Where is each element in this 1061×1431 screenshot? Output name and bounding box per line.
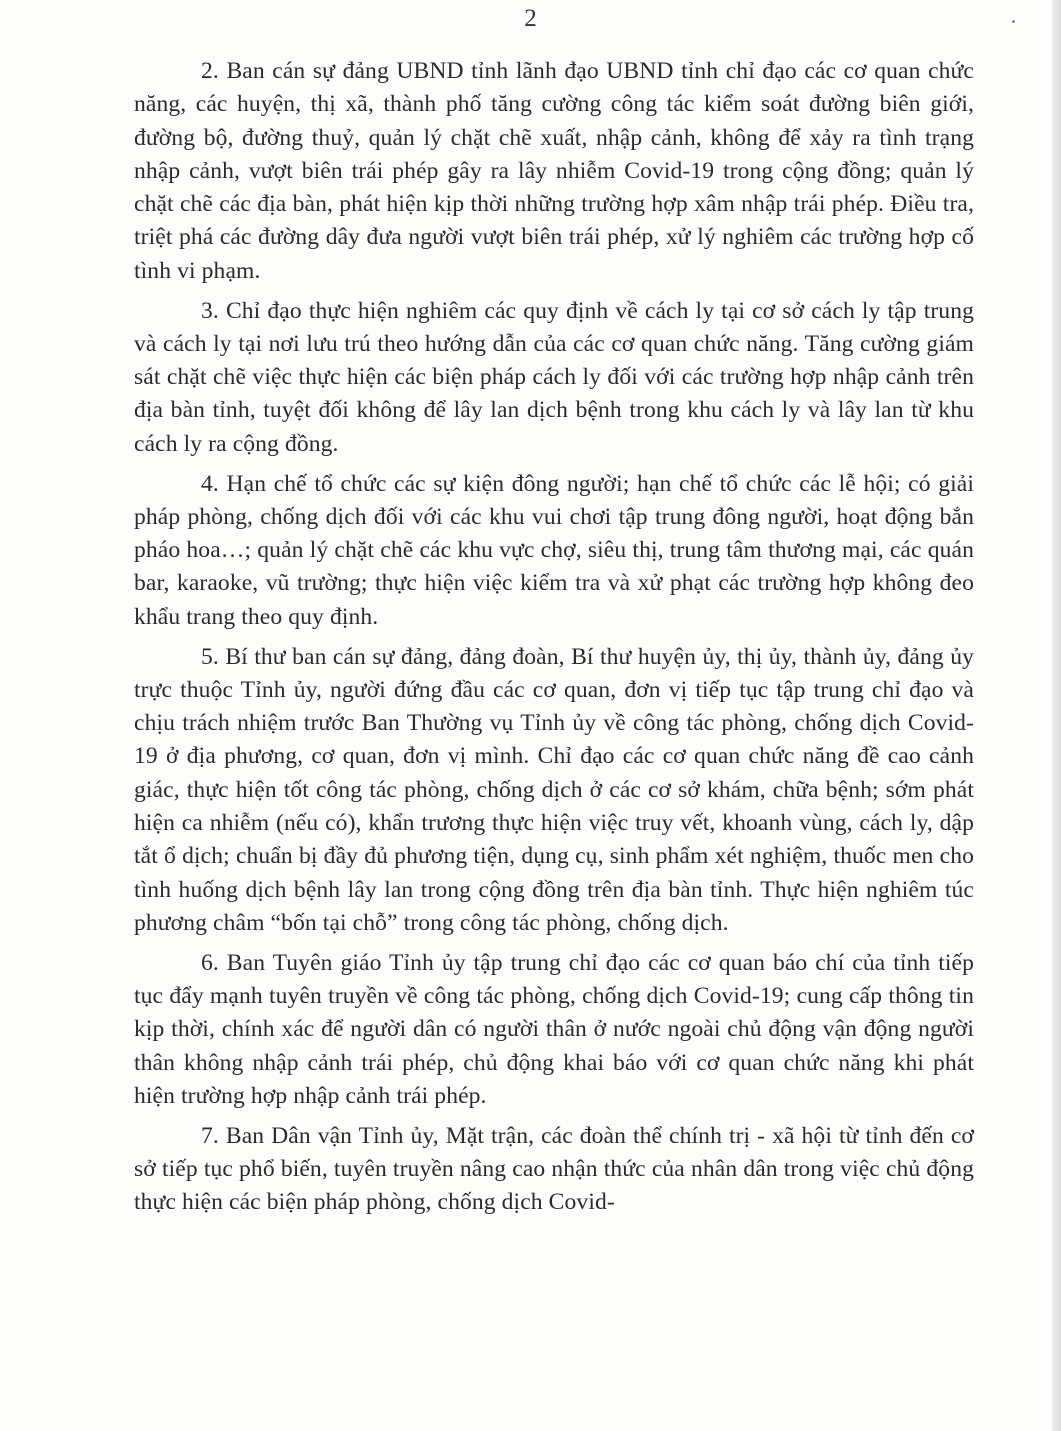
page-number: 2 [524, 5, 537, 32]
scan-edge-shadow [1052, 0, 1061, 1431]
paragraph-7: 7. Ban Dân vận Tỉnh ủy, Mặt trận, các đoàn thể chính trị - xã hội từ tỉnh đến cơ sở tiếp tục phổ biến, tuyên truyền nâng cao nhận thức của nhân dân trong việc chủ động thực hiện các biện pháp phòng, chống dịch Covid- [134, 1122, 974, 1216]
paragraph-2: 2. Ban cán sự đảng UBND tỉnh lãnh đạo UBND tỉnh chỉ đạo các cơ quan chức năng, các huyện, thị xã, thành phố tăng cường công tác kiểm soát đường biên giới, đường bộ, đường thuỷ, quản lý chặt chẽ xuất, nhập cảnh, không để xảy ra tình trạng nhập cảnh, vượt biên trái phép gây ra lây nhiễm Covid-19 trong cộng đồng; quản lý chặt chẽ các địa bàn, phát hiện kịp thời những trường hợp xâm nhập trái phép. Điều tra, triệt phá các đường dây đưa người vượt biên trái phép, xử lý nghiêm các trường hợp cố tình vi phạm. [134, 58, 974, 284]
paragraph-5: 5. Bí thư ban cán sự đảng, đảng đoàn, Bí thư huyện ủy, thị ủy, thành ủy, đảng ủy trực thuộc Tỉnh ủy, người đứng đầu các cơ quan, đơn vị tiếp tục tập trung chỉ đạo và chịu trách nhiệm trước Ban Thường vụ Tỉnh ủy về công tác phòng, chống dịch Covid-19 ở địa phương, cơ quan, đơn vị mình. Chỉ đạo các cơ quan chức năng đề cao cảnh giác, thực hiện tốt công tác phòng, chống dịch ở các cơ sở khám, chữa bệnh; sớm phát hiện ca nhiễm (nếu có), khẩn trương thực hiện việc truy vết, khoanh vùng, cách ly, dập tắt ổ dịch; chuẩn bị đầy đủ phương tiện, dụng cụ, sinh phẩm xét nghiệm, thuốc men cho tình huống dịch bệnh lây lan trong cộng đồng trên địa bàn tỉnh. Thực hiện nghiêm túc phương châm “bốn tại chỗ” trong công tác phòng, chống dịch. [134, 643, 974, 936]
paragraph-4: 4. Hạn chế tổ chức các sự kiện đông người; hạn chế tổ chức các lễ hội; có giải pháp phòng, chống dịch đối với các khu vui chơi tập trung đông người, hoạt động bắn pháo hoa…; quản lý chặt chẽ các khu vực chợ, siêu thị, trung tâm thương mại, các quán bar, karaoke, vũ trường; thực hiện việc kiểm tra và xử phạt các trường hợp không đeo khẩu trang theo quy định. [134, 470, 974, 630]
paragraph-6: 6. Ban Tuyên giáo Tỉnh ủy tập trung chỉ đạo các cơ quan báo chí của tỉnh tiếp tục đẩy mạnh tuyên truyền về công tác phòng, chống dịch Covid-19; cung cấp thông tin kịp thời, chính xác để người dân có người thân ở nước ngoài chủ động vận động người thân không nhập cảnh trái phép, chủ động khai báo với cơ quan chức năng khi phát hiện trường hợp nhập cảnh trái phép. [134, 949, 974, 1109]
paragraph-3: 3. Chỉ đạo thực hiện nghiêm các quy định về cách ly tại cơ sở cách ly tập trung và cách ly tại nơi lưu trú theo hướng dẫn của các cơ quan chức năng. Tăng cường giám sát chặt chẽ việc thực hiện các biện pháp cách ly đối với các trường hợp nhập cảnh trên địa bàn tỉnh, tuyệt đối không để lây lan dịch bệnh trong khu cách ly và lây lan từ khu cách ly ra cộng đồng. [134, 297, 974, 457]
document-body [134, 55, 974, 1226]
